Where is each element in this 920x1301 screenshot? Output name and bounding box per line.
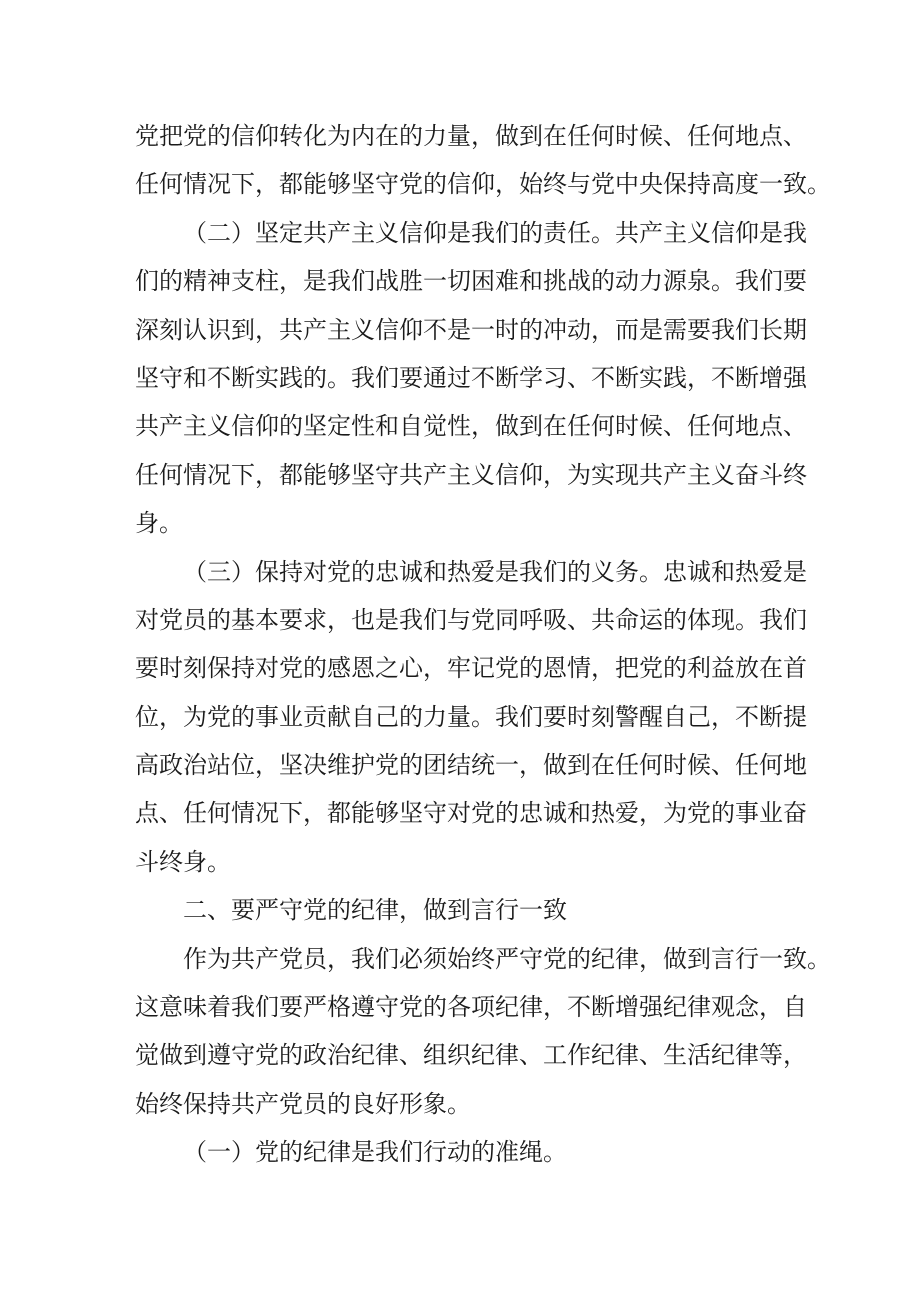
text-line: 身。 [135, 509, 183, 538]
text-line: 觉做到遵守党的政治纪律、组织纪律、工作纪律、生活纪律等， [135, 1041, 807, 1070]
text-line: 点、任何情况下，都能够坚守对党的忠诚和热爱，为党的事业奋 [135, 799, 807, 828]
text-line: 要时刻保持对党的感恩之心，牢记党的恩情，把党的利益放在首 [135, 654, 807, 683]
text-line: 位，为党的事业贡献自己的力量。我们要时刻警醒自己，不断提 [135, 702, 807, 731]
text-line: 作为共产党员，我们必须始终严守党的纪律，做到言行一致。 [183, 944, 831, 973]
text-line: 对党员的基本要求，也是我们与党同呼吸、共命运的体现。我们 [135, 605, 807, 634]
text-line: 们的精神支柱，是我们战胜一切困难和挑战的动力源泉。我们要 [135, 267, 807, 296]
text-line: （三）保持对党的忠诚和热爱是我们的义务。忠诚和热爱是 [183, 557, 807, 586]
text-line: 共产主义信仰的坚定性和自觉性，做到在任何时候、任何地点、 [135, 412, 807, 441]
text-line: 任何情况下，都能够坚守共产主义信仰，为实现共产主义奋斗终 [135, 460, 807, 489]
text-line: （一）党的纪律是我们行动的准绳。 [183, 1138, 567, 1167]
text-line: 坚守和不断实践的。我们要通过不断学习、不断实践，不断增强 [135, 363, 807, 392]
document-body [135, 112, 831, 1177]
text-line: 任何情况下，都能够坚守党的信仰，始终与党中央保持高度一致。 [135, 170, 831, 199]
text-line: 深刻认识到，共产主义信仰不是一时的冲动，而是需要我们长期 [135, 315, 807, 344]
text-line: 这意味着我们要严格遵守党的各项纪律，不断增强纪律观念，自 [135, 993, 807, 1022]
text-line: 始终保持共产党员的良好形象。 [135, 1089, 471, 1118]
text-line: 党把党的信仰转化为内在的力量，做到在任何时候、任何地点、 [135, 122, 807, 150]
section-heading: 二、要严守党的纪律，做到言行一致 [183, 896, 567, 925]
text-line: 高政治站位，坚决维护党的团结统一，做到在任何时候、任何地 [135, 751, 807, 780]
text-line: （二）坚定共产主义信仰是我们的责任。共产主义信仰是我 [183, 218, 807, 247]
text-line: 斗终身。 [135, 847, 231, 876]
